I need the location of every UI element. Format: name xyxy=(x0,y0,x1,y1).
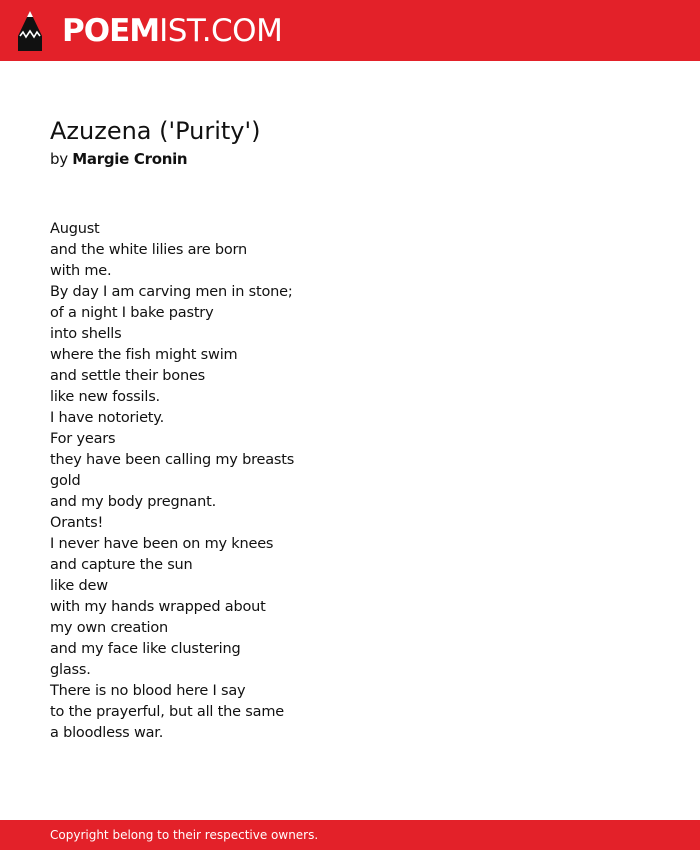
poem-line: of a night I bake pastry xyxy=(50,305,214,321)
poem-line: my own creation xyxy=(50,620,169,636)
by-label: by xyxy=(50,150,68,168)
poem-line: where the fish might swim xyxy=(50,347,238,363)
author-name: Margie Cronin xyxy=(72,150,188,168)
poem-line: and capture the sun xyxy=(50,557,193,573)
poem-body xyxy=(50,219,294,744)
poem-line: like dew xyxy=(50,578,108,594)
poem-title: Azuzena ('Purity') xyxy=(50,117,261,145)
poem-line: For years xyxy=(50,431,116,447)
poem-line: to the prayerful, but all the same xyxy=(50,704,284,720)
poem-line: glass. xyxy=(50,662,91,678)
poem-line: into shells xyxy=(50,326,122,342)
logo-light-text: IST.COM xyxy=(159,13,283,49)
logo-bold-text: POEM xyxy=(62,13,160,49)
poem-line: they have been calling my breasts xyxy=(50,452,295,468)
poem-line: I never have been on my knees xyxy=(50,536,274,552)
copyright-text: Copyright belong to their respective owners. xyxy=(50,828,319,842)
poem-line: and my face like clustering xyxy=(50,641,241,657)
site-logo[interactable] xyxy=(62,12,282,50)
poem-line: and settle their bones xyxy=(50,368,206,384)
poem-line: There is no blood here I say xyxy=(50,683,246,699)
poem-line: Orants! xyxy=(50,515,104,531)
poem-line: gold xyxy=(50,473,81,489)
poem-line: with my hands wrapped about xyxy=(50,599,266,615)
site-footer xyxy=(0,820,700,850)
poem-line: and the white lilies are born xyxy=(50,242,248,258)
poem-line: a bloodless war. xyxy=(50,725,164,741)
poem-line: By day I am carving men in stone; xyxy=(50,284,293,300)
byline xyxy=(50,148,187,170)
poem-line: like new fossils. xyxy=(50,389,160,405)
poem-line: and my body pregnant. xyxy=(50,494,217,510)
poem-line: August xyxy=(50,221,100,237)
pencil-tip-icon xyxy=(17,10,43,52)
poem-line: I have notoriety. xyxy=(50,410,165,426)
poem-line: with me. xyxy=(50,263,112,279)
site-header xyxy=(0,0,700,61)
